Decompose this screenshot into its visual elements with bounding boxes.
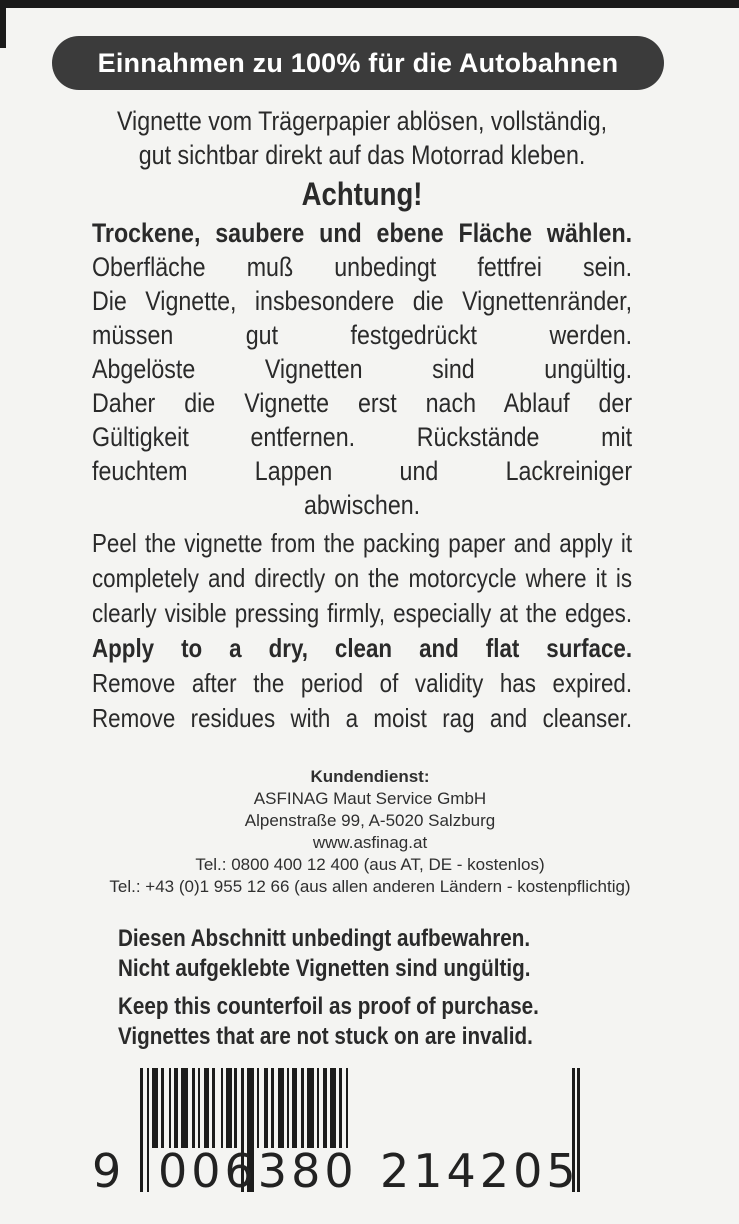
barcode-bar: [339, 1068, 342, 1148]
barcode-bar: [271, 1068, 274, 1148]
german-body: [92, 216, 632, 522]
notice-en-line-2: Vignettes that are not stuck on are invalid.: [118, 1023, 533, 1050]
barcode-bar: [234, 1068, 237, 1148]
barcode-bar: [152, 1068, 158, 1148]
barcode-bar: [301, 1068, 304, 1148]
english-instructions: [92, 526, 632, 736]
barcode-bar: [192, 1068, 195, 1148]
barcode-bar: [264, 1068, 268, 1148]
warning-line: Trockene, saubere und ebene Fläche wählen.: [92, 218, 633, 248]
top-edge: [0, 0, 739, 8]
barcode-bar: [278, 1068, 284, 1148]
barcode-bar: [221, 1068, 223, 1148]
achtung-heading-wrap: [92, 174, 632, 214]
barcode-bar: [323, 1068, 327, 1148]
revenue-banner: [52, 36, 664, 90]
barcode-bar: [169, 1068, 171, 1148]
service-header: Kundendienst:: [310, 767, 430, 786]
body-line-3: müssen gut festgedrückt werden.: [92, 320, 633, 350]
barcode-bar: [204, 1068, 209, 1148]
intro-line-2: gut sichtbar direkt auf das Motorrad kleben.: [138, 140, 586, 170]
en-line-3: clearly visible pressing firmly, especially at the edges.: [92, 598, 633, 628]
barcode-group-1: 006380: [158, 1144, 358, 1198]
barcode-bar: [330, 1068, 336, 1148]
body-line-7: feuchtem Lappen und Lackreiniger: [92, 456, 633, 486]
body-line-1: Oberfläche muß unbedingt fettfrei sein.: [92, 252, 633, 282]
barcode-bar: [317, 1068, 319, 1148]
barcode-bar: [181, 1068, 188, 1148]
barcode-bar: [147, 1068, 149, 1192]
service-company: ASFINAG Maut Service GmbH: [253, 789, 487, 808]
notice-english: [118, 992, 638, 1052]
en-bold-line: Apply to a dry, clean and flat surface.: [92, 633, 633, 663]
achtung-heading: Achtung!: [301, 176, 423, 212]
barcode-bar: [212, 1068, 215, 1148]
barcode-bar: [346, 1068, 348, 1148]
barcode-first-digit: 9: [92, 1144, 126, 1198]
en-after-2: Remove residues with a moist rag and cleanser.: [92, 703, 633, 733]
intro-line-1: Vignette vom Trägerpapier ablösen, vollständig,: [116, 106, 608, 136]
notice-en-line-1: Keep this counterfoil as proof of purchase.: [118, 993, 539, 1020]
service-address: Alpenstraße 99, A-5020 Salzburg: [244, 811, 496, 830]
body-line-5: Daher die Vignette erst nach Ablauf der: [92, 388, 633, 418]
barcode-bar: [287, 1068, 289, 1148]
banner-text: Einnahmen zu 100% für die Autobahnen: [97, 47, 619, 78]
barcode-bar: [292, 1068, 297, 1148]
barcode-bar: [140, 1068, 143, 1192]
barcode-bar: [257, 1068, 259, 1148]
body-line-last: abwischen.: [303, 490, 421, 520]
barcode-group-2: 214205: [380, 1144, 580, 1198]
notice-de-line-2: Nicht aufgeklebte Vignetten sind ungültig.: [118, 955, 531, 982]
body-line-6: Gültigkeit entfernen. Rückstände mit: [92, 422, 633, 452]
customer-service: [70, 766, 670, 898]
barcode-bar: [161, 1068, 164, 1148]
barcode-bar: [198, 1068, 200, 1148]
barcode-bar: [174, 1068, 178, 1148]
body-line-2: Die Vignette, insbesondere die Vignettenränder,: [92, 286, 633, 316]
en-line-1: Peel the vignette from the packing paper and apply it: [92, 528, 633, 558]
notice-german: [118, 924, 638, 984]
service-tel-free: Tel.: 0800 400 12 400 (aus AT, DE - kostenlos): [195, 855, 545, 874]
barcode-bar: [226, 1068, 232, 1148]
german-instructions: [92, 104, 632, 172]
notice-de-line-1: Diesen Abschnitt unbedingt aufbewahren.: [118, 925, 531, 952]
body-line-4: Abgelöste Vignetten sind ungültig.: [92, 354, 633, 384]
en-after-1: Remove after the period of validity has expired.: [92, 668, 633, 698]
en-line-2: completely and directly on the motorcycle where it is: [92, 563, 633, 593]
corner-mark: [0, 8, 6, 48]
barcode-bar: [307, 1068, 314, 1148]
service-web[interactable]: www.asfinag.at: [312, 833, 428, 852]
service-tel-paid: Tel.: +43 (0)1 955 12 66 (aus allen anderen Ländern - kostenpflichtig): [109, 877, 631, 896]
